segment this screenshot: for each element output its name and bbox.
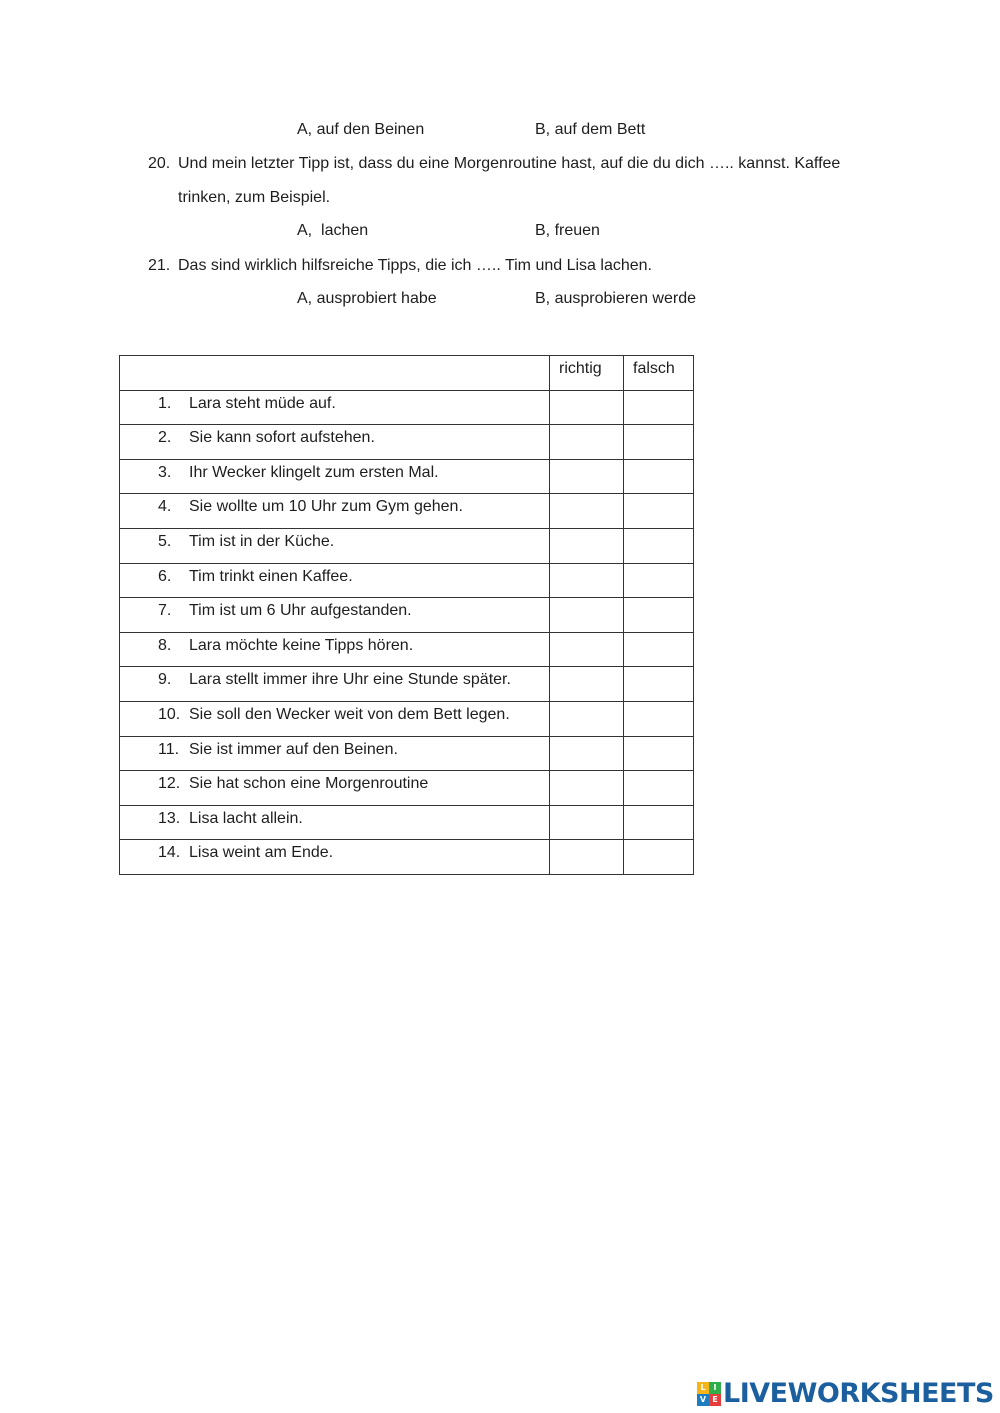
table-row: [120, 771, 694, 806]
statement-text: Sie hat schon eine Morgenroutine: [189, 775, 429, 793]
richtig-cell[interactable]: [550, 632, 624, 667]
statement-number: 9.: [158, 671, 172, 689]
falsch-cell[interactable]: [624, 459, 694, 494]
table-row: [120, 425, 694, 460]
statement-cell: [120, 701, 550, 736]
statement-number: 7.: [158, 602, 172, 620]
statement-number: 3.: [158, 463, 172, 481]
richtig-cell[interactable]: [550, 459, 624, 494]
table-row: [120, 840, 694, 875]
falsch-cell[interactable]: [624, 667, 694, 702]
statement-number: 2.: [158, 429, 172, 447]
table-row: [120, 459, 694, 494]
statement-text: Lara möchte keine Tipps hören.: [189, 636, 414, 654]
question-number: 20.: [148, 155, 171, 172]
statement-cell: [120, 425, 550, 460]
falsch-cell[interactable]: [624, 425, 694, 460]
statement-number: 10.: [158, 705, 181, 723]
table-row: [120, 667, 694, 702]
header-falsch: falsch: [624, 356, 694, 391]
logo-mark-icon: L I V E: [697, 1382, 721, 1406]
table-row: [120, 632, 694, 667]
statement-text: Lara stellt immer ihre Uhr eine Stunde später.: [189, 671, 511, 689]
falsch-cell[interactable]: [624, 701, 694, 736]
statement-text: Tim ist in der Küche.: [189, 532, 335, 550]
question-text-line-1: Das sind wirklich hilfsreiche Tipps, die ich ….. Tim und Lisa lachen.: [178, 257, 652, 274]
statement-cell: [120, 494, 550, 529]
statement-text: Tim trinkt einen Kaffee.: [189, 567, 353, 585]
statement-text: Tim ist um 6 Uhr aufgestanden.: [189, 602, 412, 620]
table-row: [120, 390, 694, 425]
statement-cell: [120, 390, 550, 425]
question-20-options: [0, 221, 1000, 241]
richtig-cell[interactable]: [550, 667, 624, 702]
statement-cell: [120, 459, 550, 494]
statement-cell: [120, 771, 550, 806]
header-statement: [120, 356, 550, 391]
statement-number: 5.: [158, 532, 172, 550]
richtig-cell[interactable]: [550, 598, 624, 633]
table-header-row: [120, 356, 694, 391]
falsch-cell[interactable]: [624, 494, 694, 529]
question-21-options: [0, 289, 1000, 309]
header-richtig: richtig: [550, 356, 624, 391]
table-row: [120, 563, 694, 598]
statement-number: 14.: [158, 844, 181, 862]
statement-cell: [120, 563, 550, 598]
richtig-cell[interactable]: [550, 840, 624, 875]
option-a[interactable]: A, lachen: [297, 222, 369, 239]
statement-text: Sie soll den Wecker weit von dem Bett legen.: [189, 705, 510, 723]
statement-cell: [120, 805, 550, 840]
statement-cell: [120, 667, 550, 702]
falsch-cell[interactable]: [624, 632, 694, 667]
question-number: 21.: [148, 257, 171, 274]
statement-cell: [120, 840, 550, 875]
liveworksheets-logo: [697, 1380, 994, 1408]
statement-number: 6.: [158, 567, 172, 585]
statement-text: Lisa lacht allein.: [189, 809, 303, 827]
richtig-cell[interactable]: [550, 425, 624, 460]
table-row: [120, 736, 694, 771]
option-b[interactable]: B, auf dem Bett: [535, 121, 646, 138]
option-a[interactable]: A, ausprobiert habe: [297, 290, 437, 307]
table-row: [120, 494, 694, 529]
table-row: [120, 805, 694, 840]
richtig-cell[interactable]: [550, 805, 624, 840]
richtig-cell[interactable]: [550, 701, 624, 736]
falsch-cell[interactable]: [624, 528, 694, 563]
richtig-falsch-table: [119, 355, 694, 875]
falsch-cell[interactable]: [624, 598, 694, 633]
table-row: [120, 528, 694, 563]
statement-text: Lisa weint am Ende.: [189, 844, 334, 862]
question-19-options: [0, 120, 1000, 140]
question-text-line-2: trinken, zum Beispiel.: [178, 189, 331, 206]
statement-number: 12.: [158, 775, 181, 793]
table-row: [120, 701, 694, 736]
falsch-cell[interactable]: [624, 771, 694, 806]
statement-text: Ihr Wecker klingelt zum ersten Mal.: [189, 463, 439, 481]
statement-text: Sie ist immer auf den Beinen.: [189, 740, 398, 758]
richtig-cell[interactable]: [550, 771, 624, 806]
statement-number: 8.: [158, 636, 172, 654]
option-b[interactable]: B, ausprobieren werde: [535, 290, 696, 307]
question-text-line-1: Und mein letzter Tipp ist, dass du eine Morgenroutine hast, auf die du dich ….. kannst. Kaffee: [178, 155, 841, 172]
statement-cell: [120, 632, 550, 667]
falsch-cell[interactable]: [624, 563, 694, 598]
statement-number: 4.: [158, 498, 172, 516]
richtig-cell[interactable]: [550, 736, 624, 771]
falsch-cell[interactable]: [624, 736, 694, 771]
table-row: [120, 598, 694, 633]
falsch-cell[interactable]: [624, 390, 694, 425]
richtig-cell[interactable]: [550, 563, 624, 598]
falsch-cell[interactable]: [624, 805, 694, 840]
falsch-cell[interactable]: [624, 840, 694, 875]
richtig-cell[interactable]: [550, 528, 624, 563]
statement-cell: [120, 736, 550, 771]
statement-text: Lara steht müde auf.: [189, 394, 336, 412]
statement-cell: [120, 528, 550, 563]
statement-number: 13.: [158, 809, 181, 827]
logo-text: LIVEWORKSHEETS: [723, 1378, 994, 1409]
statement-text: Sie kann sofort aufstehen.: [189, 429, 375, 447]
option-a[interactable]: A, auf den Beinen: [297, 121, 425, 138]
statement-text: Sie wollte um 10 Uhr zum Gym gehen.: [189, 498, 463, 516]
statement-cell: [120, 598, 550, 633]
statement-number: 1.: [158, 394, 172, 412]
statement-number: 11.: [158, 740, 180, 758]
richtig-cell[interactable]: [550, 494, 624, 529]
richtig-cell[interactable]: [550, 390, 624, 425]
option-b[interactable]: B, freuen: [535, 222, 600, 239]
